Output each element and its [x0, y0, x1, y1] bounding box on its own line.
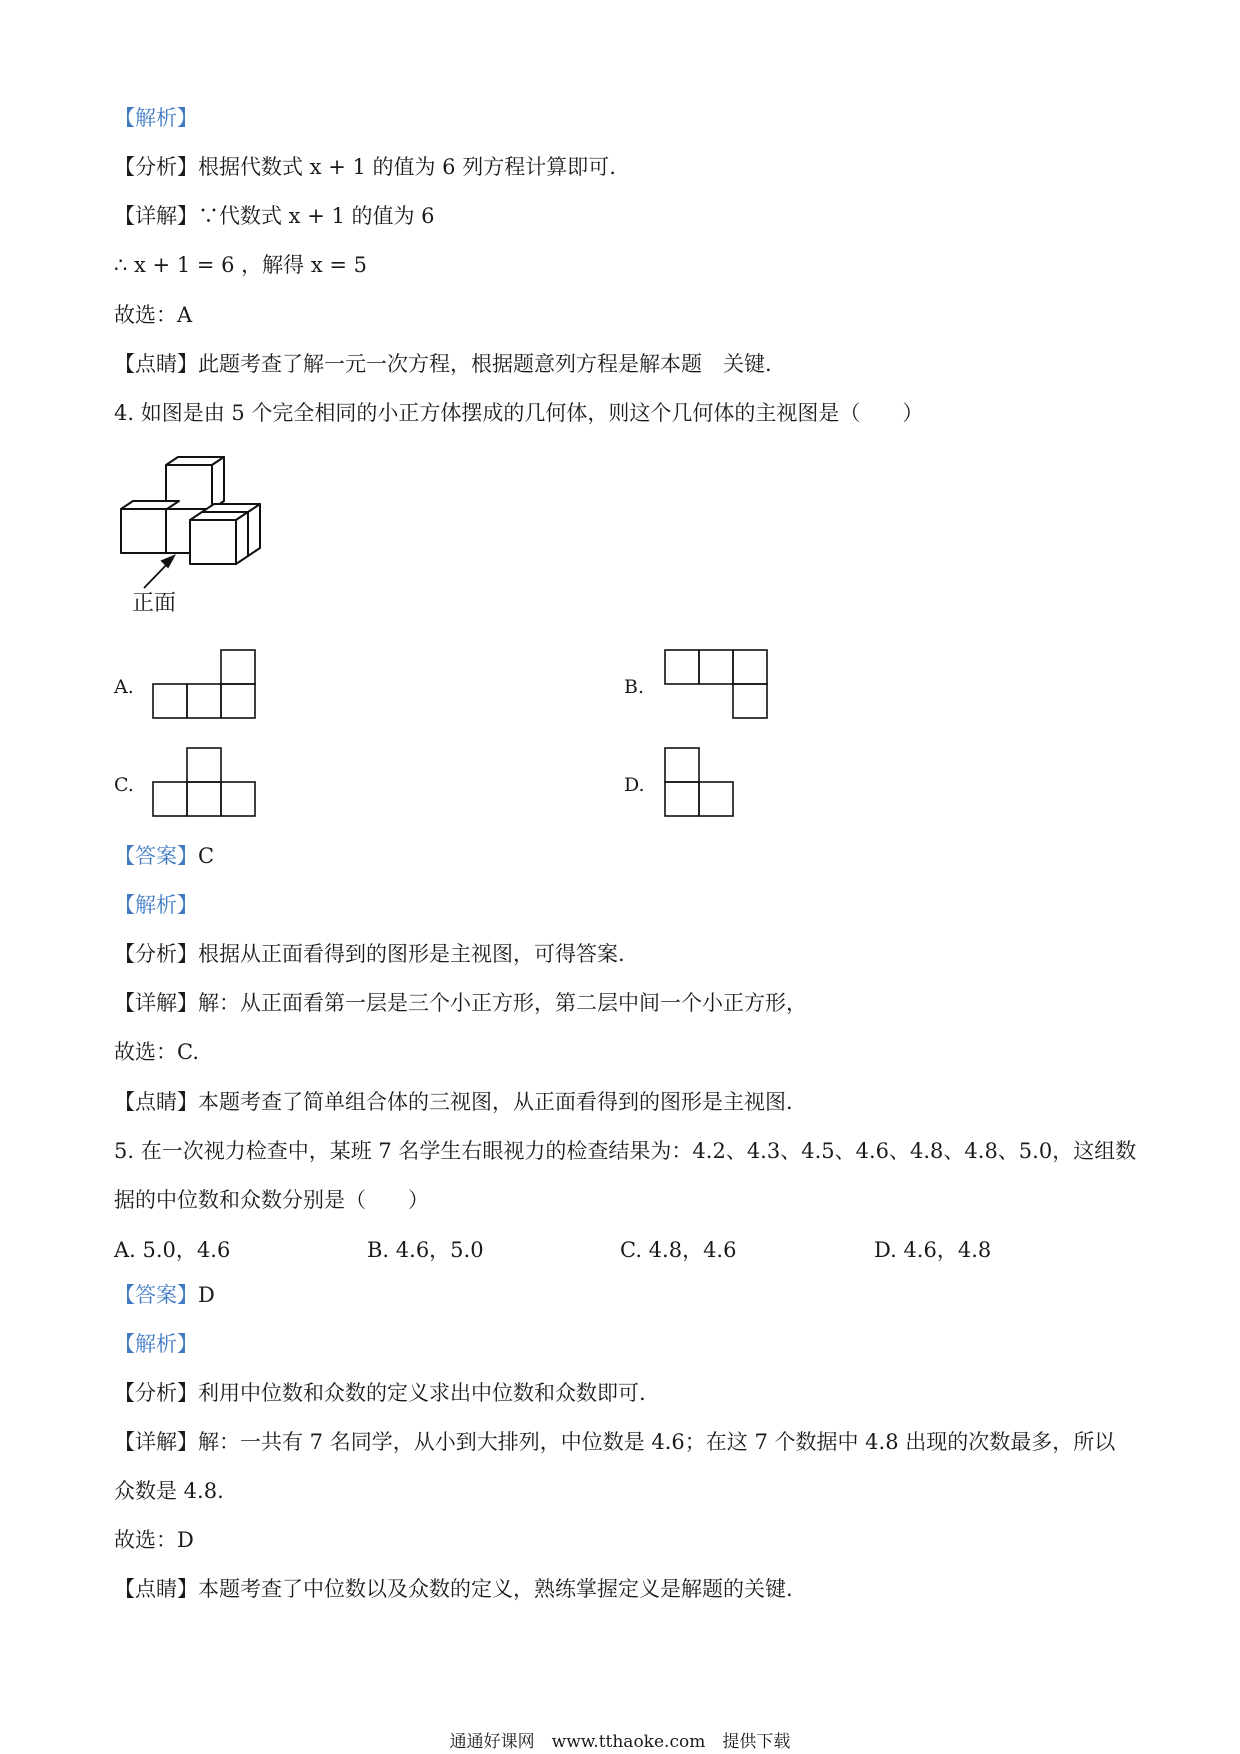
q5-daan: 【答案】D: [114, 1283, 215, 1307]
q4-option-c-label: C.: [114, 774, 134, 796]
q4-dianjing: 【点睛】本题考查了简单组合体的三视图，从正面看得到的图形是主视图.: [114, 1090, 793, 1114]
q4-option-a-label: A.: [114, 676, 134, 698]
q5-fenxi: 【分析】利用中位数和众数的定义求出中位数和众数即可.: [114, 1381, 646, 1405]
q5-option-a: A. 5.0，4.6: [114, 1238, 231, 1262]
q5-question-line1: 5. 在一次视力检查中，某班 7 名学生右眼视力的检查结果为：4.2、4.3、4.5、4.6、4.8、4.8、5.0，这组数: [114, 1139, 1137, 1163]
q5-jiexi-heading: 【解析】: [114, 1332, 198, 1356]
q5-option-d: D. 4.6，4.8: [874, 1238, 992, 1262]
q3-xiangjie: 【详解】∵代数式 x + 1 的值为 6: [114, 204, 435, 228]
q3-dianjing: 【点睛】此题考查了解一元一次方程，根据题意列方程是解本题 关键.: [114, 352, 772, 376]
q3-step: ∴ x + 1 = 6 ，解得 x = 5: [114, 253, 367, 277]
q5-option-b: B. 4.6，5.0: [367, 1238, 484, 1262]
q4-jiexi-heading: 【解析】: [114, 893, 198, 917]
q4-daan: 【答案】C: [114, 844, 215, 868]
q5-dianjing: 【点睛】本题考查了中位数以及众数的定义，熟练掌握定义是解题的关键.: [114, 1577, 793, 1601]
page-footer: 通通好课网 www.tthaoke.com 提供下载: [449, 1732, 791, 1752]
q4-option-a-figure: [152, 648, 258, 720]
q5-question-line2: 据的中位数和众数分别是（ ）: [114, 1188, 429, 1212]
q5-xiangjie-line2: 众数是 4.8.: [114, 1479, 224, 1503]
q4-figure-label: 正面: [132, 591, 177, 616]
q4-option-c-figure: [152, 746, 258, 818]
q5-xiangjie-line1: 【详解】解：一共有 7 名同学，从小到大排列，中位数是 4.6；在这 7 个数据中 4.8 出现的次数最多，所以: [114, 1430, 1116, 1454]
q4-question: 4. 如图是由 5 个完全相同的小正方体摆成的几何体，则这个几何体的主视图是（ ）: [114, 401, 924, 425]
q5-answer-choice: 故选：D: [114, 1528, 194, 1552]
q4-answer-choice: 故选：C.: [114, 1040, 199, 1064]
q4-option-b-figure: [664, 648, 770, 720]
q4-xiangjie: 【详解】解：从正面看第一层是三个小正方形，第二层中间一个小正方形，: [114, 991, 807, 1015]
q4-option-d-label: D.: [624, 774, 645, 796]
q4-fenxi: 【分析】根据从正面看得到的图形是主视图，可得答案.: [114, 942, 625, 966]
q3-jiexi-heading: 【解析】: [114, 106, 198, 130]
q4-option-d-figure: [664, 746, 736, 818]
q3-fenxi: 【分析】根据代数式 x + 1 的值为 6 列方程计算即可.: [114, 155, 616, 179]
q4-option-b-label: B.: [624, 676, 645, 698]
q5-option-c: C. 4.8，4.6: [620, 1238, 737, 1262]
q3-answer-choice: 故选：A: [114, 303, 193, 327]
